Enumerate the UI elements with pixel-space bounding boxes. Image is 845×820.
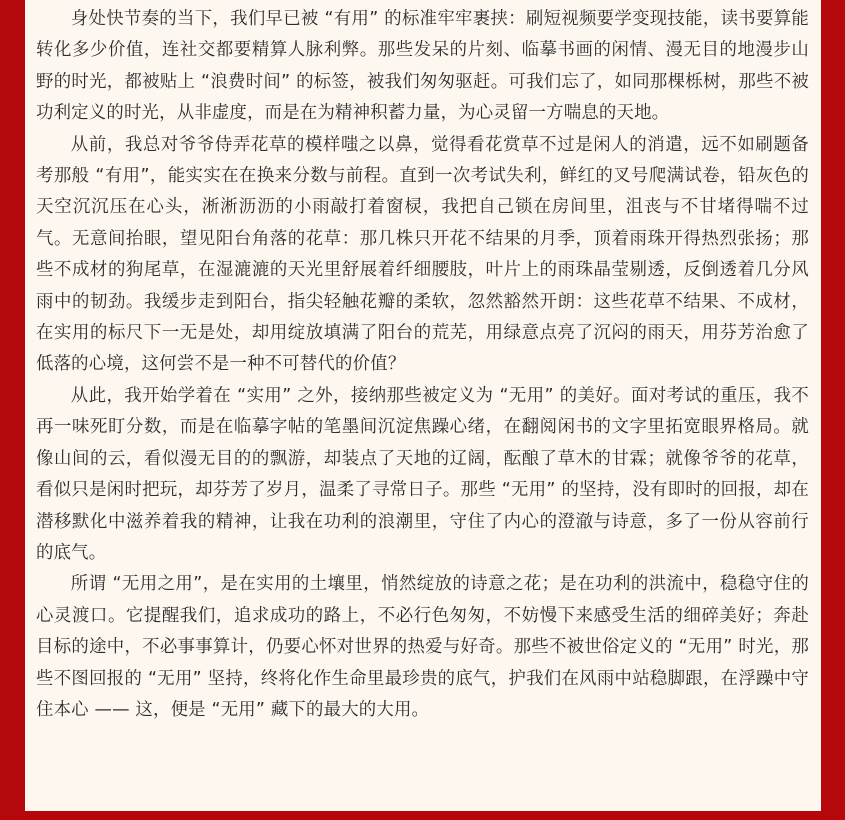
paragraph-1: 身处快节奏的当下，我们早已被 “有用” 的标准牢牢裹挟：刷短视频要学变现技能，读书要算能转化多少价值，连社交都要精算人脉利弊。那些发呆的片刻、临摹书画的闲情、漫无目的地漫步山野的时光，都被贴上 “浪费时间” 的标签，被我们匆匆驱赶。可我们忘了，如同那棵栎树，那些不被功利定义的时光，从非虚度，而是在为精神积蓄力量，为心灵留一方喘息的天地。 bbox=[36, 9, 809, 124]
paragraph-4: 所谓 “无用之用”，是在实用的土壤里，悄然绽放的诗意之花；是在功利的洪流中，稳稳守住的心灵渡口。它提醒我们，追求成功的路上，不必行色匆匆，不妨慢下来感受生活的细碎美好；奔赴目标的途中，不必事事算计，仍要心怀对世界的热爱与好奇。那些不被世俗定义的 “无用” 时光，那些不图回报的 “无用” 坚持，终将化作生命里最珍贵的底气，护我们在风雨中站稳脚跟，在浮躁中守住本心 —— 这，便是 “无用” 藏下的最大的大用。 bbox=[36, 574, 809, 720]
paragraph-3: 从此，我开始学着在 “实用” 之外，接纳那些被定义为 “无用” 的美好。面对考试的重压，我不再一味死盯分数，而是在临摹字帖的笔墨间沉淀焦躁心绪，在翻阅闲书的文字里拓宽眼界格局。就像山间的云，看似漫无目的的飘游，却装点了天地的辽阔，酝酿了草木的甘霖；就像爷爷的花草，看似只是闲时把玩，却芬芳了岁月，温柔了寻常日子。那些 “无用” 的坚持，没有即时的回报，却在潜移默化中滋养着我的精神，让我在功利的浪潮里，守住了内心的澄澈与诗意，多了一份从容前行的底气。 bbox=[36, 385, 809, 563]
article-page bbox=[25, 0, 821, 811]
paragraph-2: 从前，我总对爷爷侍弄花草的模样嗤之以鼻，觉得看花赏草不过是闲人的消遣，远不如刷题备考那般 “有用”，能实实在在换来分数与前程。直到一次考试失利，鲜红的叉号爬满试卷，铅灰色的天空沉沉压在心头，淅淅沥沥的小雨敲打着窗棂，我把自己锁在房间里，沮丧与不甘堵得喘不过气。无意间抬眼，望见阳台角落的花草：那几株只开花不结果的月季，顶着雨珠开得热烈张扬；那些不成材的狗尾草，在湿漉漉的天光里舒展着纤细腰肢，叶片上的雨珠晶莹剔透，反倒透着几分风雨中的韧劲。我缓步走到阳台，指尖轻触花瓣的柔软，忽然豁然开朗：这些花草不结果、不成材，在实用的标尺下一无是处，却用绽放填满了阳台的荒芜，用绿意点亮了沉闷的雨天，用芬芳治愈了低落的心境，这何尝不是一种不可替代的价值？ bbox=[36, 134, 809, 375]
